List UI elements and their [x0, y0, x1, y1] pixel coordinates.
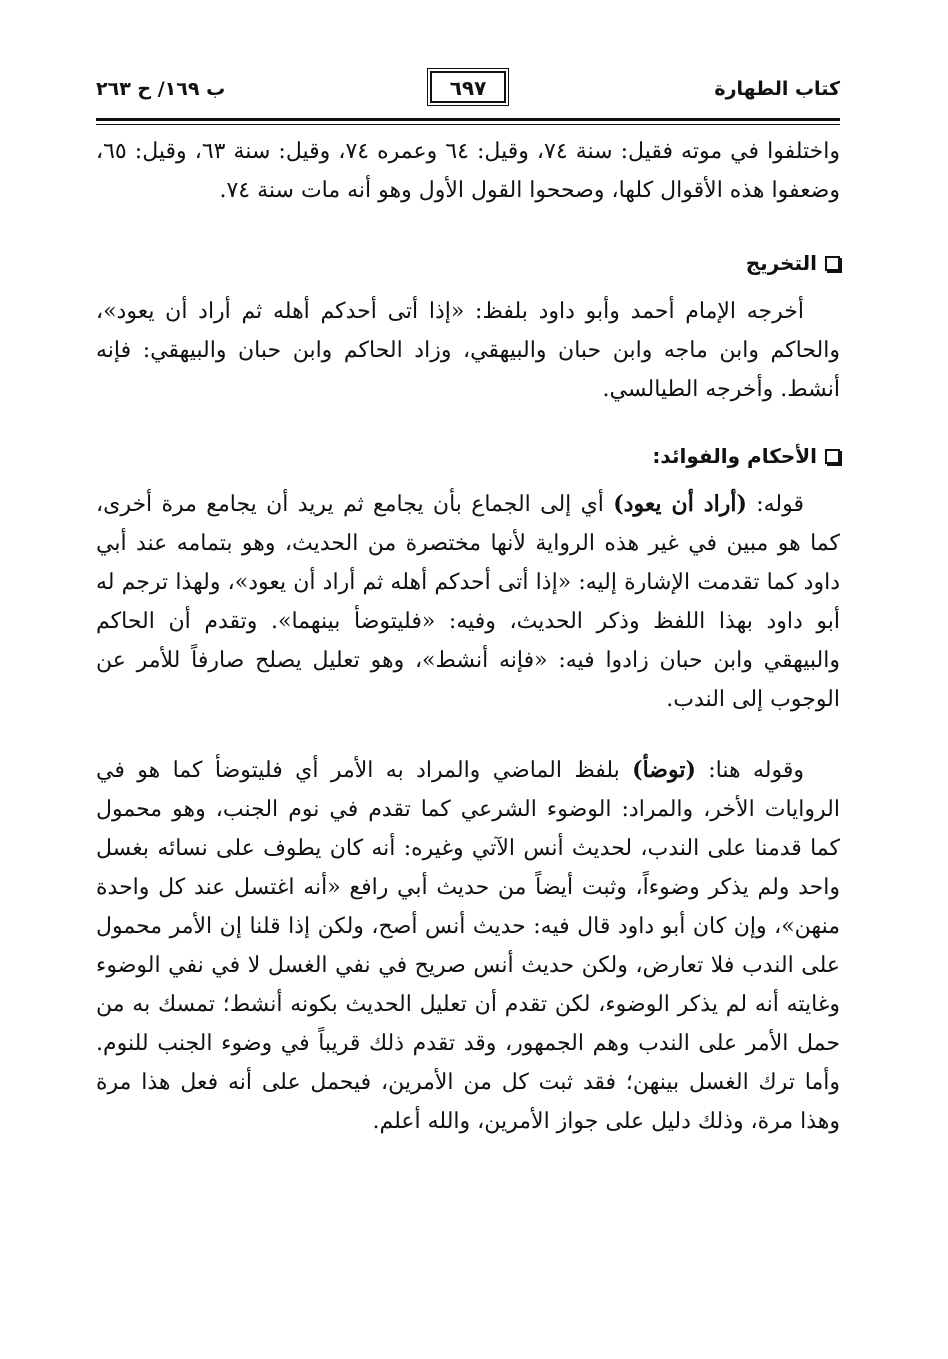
paragraph-text: أي إلى الجماع بأن يجامع ثم يريد أن يجامع مرة أخرى، كما هو مبين في غير هذه الرواية لأنها مختصرة من الحديث، وهو بتمامه عند أبي داود كما تقدمت الإشارة إليه: «إذا أتى أحدكم أهله ثم أراد أن يعود»، ولهذا ترجم له أبو داود بهذا اللفظ وذكر الحديث، وفيه: «فليتوضأ بينهما». وتقدم أن الحاكم والبيهقي وابن حبان زادوا فيه: «فإنه أنشط»، وهو تعليل يصلح صارفاً للأمر عن الوجوب إلى الندب. — [96, 492, 840, 712]
intro-paragraph: واختلفوا في موته فقيل: سنة ٧٤، وقيل: ٦٤ وعمره ٧٤، وقيل: سنة ٦٣، وقيل: ٦٥، وضعفوا هذه الأقوال كلها، وصححوا القول الأول وهو أنه مات سنة ٧٤. — [96, 139, 840, 203]
square-bullet-icon — [825, 256, 840, 271]
header-divider-thin — [96, 124, 840, 125]
section-heading-text: التخريج — [745, 251, 817, 275]
section-heading-ahkam — [96, 441, 840, 471]
page-number: ٦٩٧ — [430, 71, 506, 103]
paragraph-lead: قوله: — [746, 492, 804, 517]
page-header — [96, 68, 840, 112]
ahkam-paragraph-2 — [96, 751, 840, 1141]
page-number-frame — [427, 68, 509, 106]
section-heading-takhrij — [96, 248, 840, 278]
book-title: كتاب الطهارة — [714, 78, 840, 100]
takhrij-paragraph: أخرجه الإمام أحمد وأبو داود بلفظ: «إذا أتى أحدكم أهله ثم أراد أن يعود»، والحاكم وابن ماجه وابن حبان والبيهقي، وزاد الحاكم وابن حبان والبيهقي: فإنه أنشط. وأخرجه الطيالسي. — [96, 299, 840, 402]
paragraph-lead: وقوله هنا: — [695, 758, 804, 783]
section-heading-text: الأحكام والفوائد: — [652, 444, 817, 468]
paragraph-text: بلفظ الماضي والمراد به الأمر أي فليتوضأ كما هو في الروايات الأخر، والمراد: الوضوء الشرعي كما تقدم في نوم الجنب، وهو محمول كما قدمنا على الندب، لحديث أنس الآتي وغيره: أنه كان يطوف على نسائه بغسل واحد ولم يذكر وضوءاً، وثبت أيضاً من حديث أبي رافع «أنه اغتسل عند كل واحدة منهن»، وإن كان أبو داود قال فيه: حديث أنس أصح، ولكن إذا قلنا إن الأمر محمول على الندب فلا تعارض، ولكن حديث أنس صريح في نفي الغسل لا في نفي الوضوء وغايته أنه لم يذكر الوضوء، لكن تقدم أن تعليل الحديث بكونه أنشط؛ تمسك به من حمل الأمر على الندب وهم الجمهور، وقد تقدم ذلك قريباً في وضوء الجنب للنوم. وأما ترك الغسل بينهن؛ فقد ثبت كل من الأمرين، فيحمل على أنه فعل هذا مرة وهذا مرة، وذلك دليل على جواز الأمرين، والله أعلم. — [96, 758, 840, 1134]
page-body — [96, 132, 840, 1141]
quoted-phrase: (أراد أن يعود) — [613, 491, 747, 517]
ahkam-paragraph-1 — [96, 485, 840, 719]
chapter-hadith-reference: ب ١٦٩/ ح ٢٦٣ — [96, 78, 226, 100]
header-divider-thick — [96, 118, 840, 121]
square-bullet-icon — [825, 449, 840, 464]
quoted-phrase: (توضأ) — [632, 757, 696, 783]
